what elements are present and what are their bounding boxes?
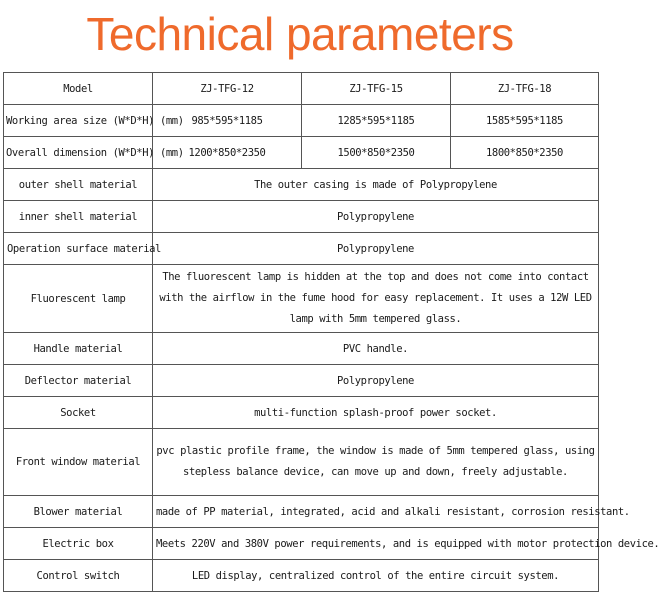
front-window-value: pvc plastic profile frame, the window is made of 5mm tempered glass, using stepless balance device, can move up and down, freely adjustable.	[153, 429, 599, 496]
row-label-deflector: Deflector material	[4, 365, 153, 397]
table-row-socket	[4, 397, 599, 429]
model-cell: ZJ-TFG-12	[153, 73, 302, 105]
overall-dimension-cell: 1500*850*2350	[302, 137, 451, 169]
table-row-overall-dimension	[4, 137, 599, 169]
table-row-deflector	[4, 365, 599, 397]
row-label-electric-box: Electric box	[4, 528, 153, 560]
electric-box-value: Meets 220V and 380V power requirements, and is equipped with motor protection device.	[153, 528, 599, 560]
working-area-cell: 1285*595*1185	[302, 105, 451, 137]
row-label-outer-shell: outer shell material	[4, 169, 153, 201]
model-cell: ZJ-TFG-15	[302, 73, 451, 105]
row-label-inner-shell: inner shell material	[4, 201, 153, 233]
row-label-model: Model	[4, 73, 153, 105]
handle-value: PVC handle.	[153, 333, 599, 365]
deflector-value: Polypropylene	[153, 365, 599, 397]
operation-surface-value: Polypropylene	[153, 233, 599, 265]
technical-parameters-table	[3, 72, 659, 592]
socket-value: multi-function splash-proof power socket.	[153, 397, 599, 429]
table-row-handle	[4, 333, 599, 365]
control-switch-value: LED display, centralized control of the entire circuit system.	[153, 560, 599, 592]
table-row-operation-surface	[4, 233, 599, 265]
table-row-inner-shell	[4, 201, 599, 233]
inner-shell-value: Polypropylene	[153, 201, 599, 233]
overall-dimension-cell: 1800*850*2350	[451, 137, 599, 169]
table-row-front-window	[4, 429, 599, 496]
table-row-working-area	[4, 105, 599, 137]
working-area-cell: 1585*595*1185	[451, 105, 599, 137]
table-row-outer-shell	[4, 169, 599, 201]
table-row-fluorescent-lamp	[4, 265, 599, 333]
table-row-model	[4, 73, 599, 105]
outer-shell-value: The outer casing is made of Polypropylene	[153, 169, 599, 201]
row-label-handle: Handle material	[4, 333, 153, 365]
working-area-cell: 985*595*1185	[153, 105, 302, 137]
row-label-blower: Blower material	[4, 496, 153, 528]
overall-dimension-cell: 1200*850*2350	[153, 137, 302, 169]
table-row-blower	[4, 496, 599, 528]
table-row-control-switch	[4, 560, 599, 592]
model-cell: ZJ-TFG-18	[451, 73, 599, 105]
table-row-electric-box	[4, 528, 599, 560]
row-label-socket: Socket	[4, 397, 153, 429]
row-label-fluorescent-lamp: Fluorescent lamp	[4, 265, 153, 333]
blower-value: made of PP material, integrated, acid and alkali resistant, corrosion resistant.	[153, 496, 599, 528]
row-label-front-window: Front window material	[4, 429, 153, 496]
row-label-operation-surface: Operation surface material	[4, 233, 153, 265]
row-label-control-switch: Control switch	[4, 560, 153, 592]
row-label-overall-dimension: Overall dimension (W*D*H) (mm)	[4, 137, 153, 169]
fluorescent-lamp-value: The fluorescent lamp is hidden at the top and does not come into contact with the airflow in the fume hood for easy replacement. It uses a 12W LED lamp with 5mm tempered glass.	[153, 265, 599, 333]
page-title: Technical parameters	[86, 8, 514, 60]
row-label-working-area: Working area size (W*D*H) (mm)	[4, 105, 153, 137]
